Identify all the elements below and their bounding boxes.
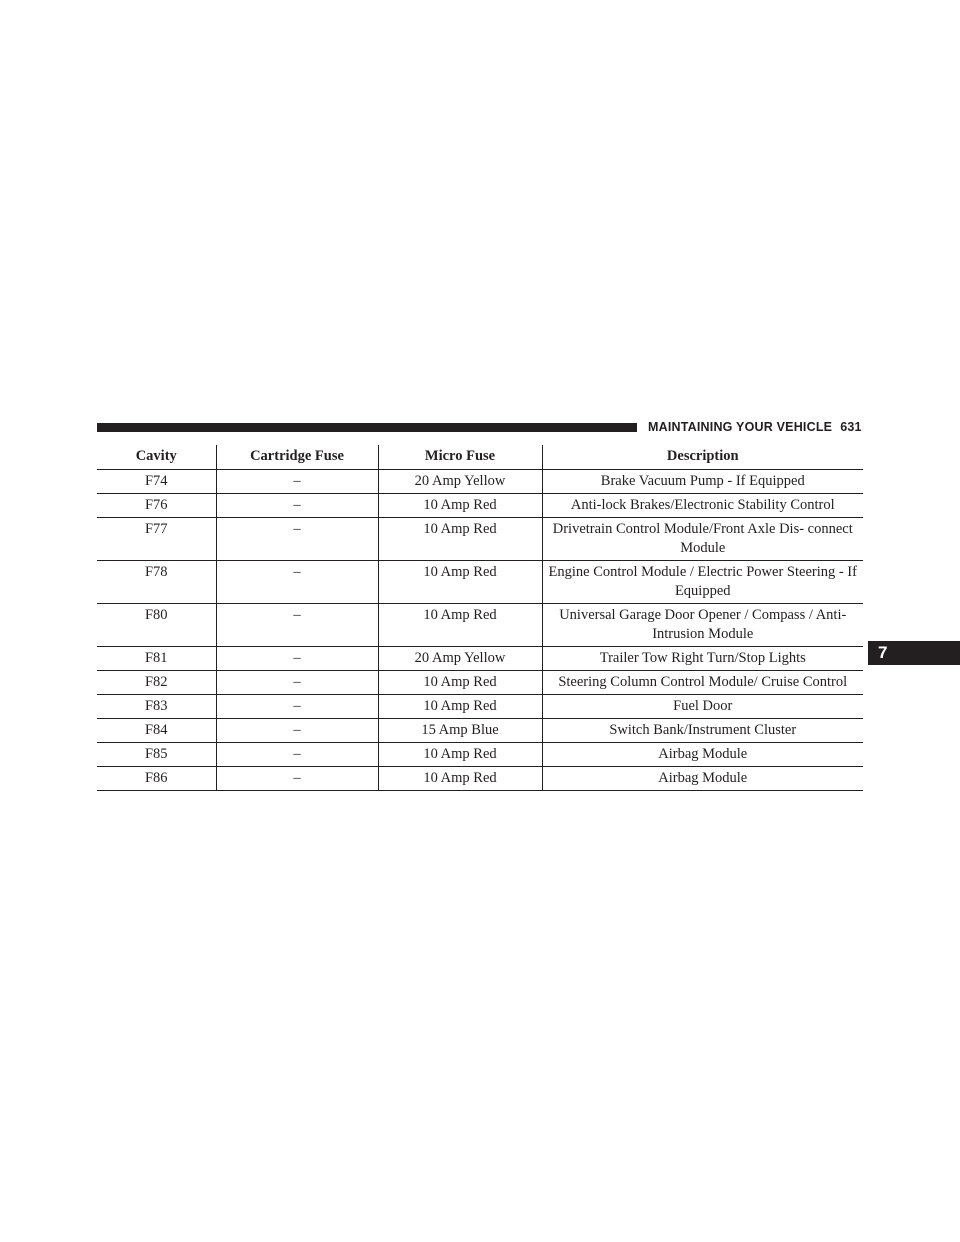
micro-fuse-cell: 10 Amp Red [378, 518, 542, 561]
micro-fuse-cell: 15 Amp Blue [378, 719, 542, 743]
column-header-cavity: Cavity [97, 445, 216, 470]
header-rule [97, 423, 637, 432]
description-cell: Trailer Tow Right Turn/Stop Lights [542, 647, 863, 671]
micro-fuse-cell: 10 Amp Red [378, 494, 542, 518]
cavity-cell: F77 [97, 518, 216, 561]
description-cell: Fuel Door [542, 695, 863, 719]
cartridge-fuse-cell: – [216, 743, 378, 767]
micro-fuse-cell: 10 Amp Red [378, 767, 542, 791]
table-row [97, 647, 863, 671]
micro-fuse-cell: 20 Amp Yellow [378, 647, 542, 671]
running-header [648, 418, 862, 436]
description-cell: Universal Garage Door Opener / Compass / Anti-Intrusion Module [542, 604, 863, 647]
cavity-cell: F82 [97, 671, 216, 695]
cavity-cell: F85 [97, 743, 216, 767]
cavity-cell: F86 [97, 767, 216, 791]
cartridge-fuse-cell: – [216, 671, 378, 695]
cavity-cell: F83 [97, 695, 216, 719]
description-cell: Airbag Module [542, 767, 863, 791]
cartridge-fuse-cell: – [216, 518, 378, 561]
table-row [97, 743, 863, 767]
table-row [97, 494, 863, 518]
micro-fuse-cell: 10 Amp Red [378, 743, 542, 767]
description-cell: Steering Column Control Module/ Cruise Control [542, 671, 863, 695]
table-header-row [97, 445, 863, 470]
fuse-table [97, 445, 863, 791]
cartridge-fuse-cell: – [216, 767, 378, 791]
cartridge-fuse-cell: – [216, 695, 378, 719]
description-cell: Airbag Module [542, 743, 863, 767]
micro-fuse-cell: 20 Amp Yellow [378, 470, 542, 494]
table-row [97, 470, 863, 494]
micro-fuse-cell: 10 Amp Red [378, 671, 542, 695]
description-cell: Switch Bank/Instrument Cluster [542, 719, 863, 743]
table-row [97, 695, 863, 719]
table-row [97, 561, 863, 604]
cartridge-fuse-cell: – [216, 647, 378, 671]
description-cell: Drivetrain Control Module/Front Axle Dis- connect Module [542, 518, 863, 561]
cavity-cell: F78 [97, 561, 216, 604]
micro-fuse-cell: 10 Amp Red [378, 561, 542, 604]
description-cell: Brake Vacuum Pump - If Equipped [542, 470, 863, 494]
table-row [97, 719, 863, 743]
cavity-cell: F74 [97, 470, 216, 494]
description-cell: Anti-lock Brakes/Electronic Stability Control [542, 494, 863, 518]
cartridge-fuse-cell: – [216, 604, 378, 647]
description-cell: Engine Control Module / Electric Power Steering - If Equipped [542, 561, 863, 604]
cartridge-fuse-cell: – [216, 561, 378, 604]
column-header-micro-fuse: Micro Fuse [378, 445, 542, 470]
cartridge-fuse-cell: – [216, 470, 378, 494]
cavity-cell: F84 [97, 719, 216, 743]
section-title: MAINTAINING YOUR VEHICLE [648, 420, 833, 434]
cavity-cell: F81 [97, 647, 216, 671]
column-header-description: Description [542, 445, 863, 470]
micro-fuse-cell: 10 Amp Red [378, 695, 542, 719]
table-row [97, 671, 863, 695]
cartridge-fuse-cell: – [216, 719, 378, 743]
page-number: 631 [840, 420, 862, 434]
micro-fuse-cell: 10 Amp Red [378, 604, 542, 647]
column-header-cartridge-fuse: Cartridge Fuse [216, 445, 378, 470]
cavity-cell: F80 [97, 604, 216, 647]
chapter-tab: 7 [868, 641, 960, 665]
cartridge-fuse-cell: – [216, 494, 378, 518]
table-row [97, 767, 863, 791]
table-row [97, 604, 863, 647]
table-row [97, 518, 863, 561]
cavity-cell: F76 [97, 494, 216, 518]
